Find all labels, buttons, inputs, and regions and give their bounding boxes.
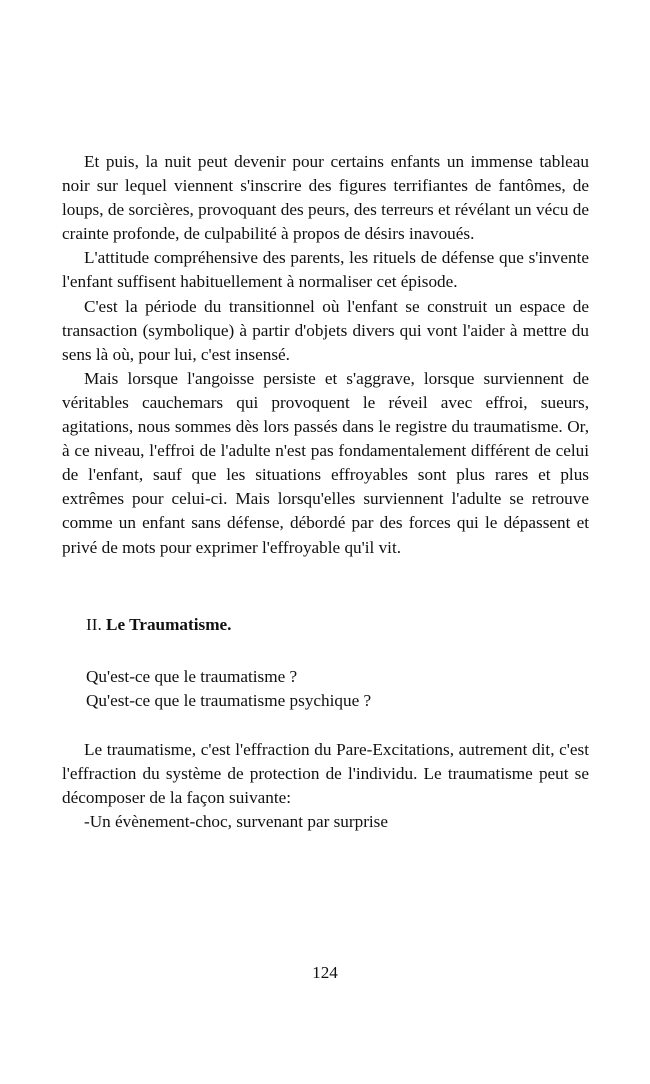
- list-item-shock-event: -Un évènement-choc, survenant par surprise: [84, 812, 389, 832]
- section-title: Le Traumatisme.: [106, 614, 232, 634]
- paragraph-parents-attitude: L'attitude compréhensive des parents, les rituels de défense que s'invente l'enfant suffisent habituellement à normaliser cet épisode.: [62, 248, 589, 292]
- page-body: [62, 150, 589, 834]
- paragraph-anxiety-persists: Mais lorsque l'angoisse persiste et s'aggrave, lorsque surviennent de véritables cauchemars qui provoquent le réveil avec effroi, sueurs, agitations, nous sommes dès lors passés dans le registre du traumatisme. Or, à ce niveau, l'effroi de l'adulte n'est pas fondamentalement différent de celui de l'enfant, sauf que les situations effroyables sont plus rares et plus extrêmes pour celui-ci. Mais lorsqu'elles surviennent l'adulte se retrouve comme un enfant sans défense, débordé par des forces qui le dépassent et privé de mots pour exprimer l'effroyable qu'il vit.: [62, 368, 589, 557]
- section-number: II.: [86, 614, 102, 634]
- paragraph-definition: Le traumatisme, c'est l'effraction du Pare-Excitations, autrement dit, c'est l'effraction du système de protection de l'individu. Le traumatisme peut se décomposer de la façon suivante:: [62, 739, 589, 808]
- section-heading: [62, 613, 589, 637]
- question-item: Qu'est-ce que le traumatisme ?: [86, 666, 298, 686]
- question-list: [62, 665, 589, 713]
- paragraph-transitional: C'est la période du transitionnel où l'enfant se construit un espace de transaction (symbolique) à partir d'objets divers qui vont l'aider à mettre du sens là où, pour lui, c'est insensé.: [62, 296, 589, 364]
- paragraph-night-fears: Et puis, la nuit peut devenir pour certains enfants un immense tableau noir sur lequel viennent s'inscrire des figures terrifiantes de fantômes, de loups, de sorcières, provoquant des peurs, des terreurs et révélant un vécu de crainte profonde, de culpabilité à propos de désirs inavoués.: [62, 152, 589, 244]
- question-item: Qu'est-ce que le traumatisme psychique ?: [86, 690, 372, 710]
- page-number: 124: [312, 963, 338, 982]
